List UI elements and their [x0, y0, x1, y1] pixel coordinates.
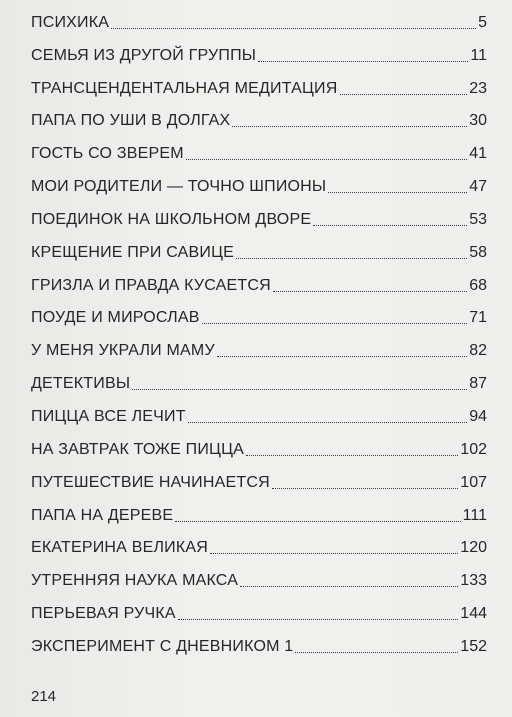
toc-entry-page: 120: [460, 539, 487, 557]
toc-entry: [31, 135, 487, 168]
toc-entry: [31, 168, 487, 201]
toc-entry: [31, 201, 487, 234]
toc-entry-title: ПИЦЦА ВСЕ ЛЕЧИТ: [31, 407, 186, 425]
toc-entry-title: ПОЕДИНОК НА ШКОЛЬНОМ ДВОРЕ: [31, 210, 312, 228]
dot-leader: [272, 487, 458, 489]
dot-leader: [258, 60, 468, 62]
dot-leader: [313, 224, 467, 226]
toc-entry-page: 87: [469, 375, 487, 393]
toc-entry-page: 144: [460, 605, 487, 623]
dot-leader: [175, 520, 460, 522]
toc-entry: [31, 628, 487, 661]
toc-entry: [31, 234, 487, 267]
toc-entry-page: 68: [469, 276, 487, 294]
toc-entry-title: ПАПА НА ДЕРЕВЕ: [31, 506, 174, 524]
toc-entry-page: 94: [469, 407, 487, 425]
toc-entry-page: 47: [469, 178, 487, 196]
toc-entry-page: 53: [469, 210, 487, 228]
dot-leader: [217, 355, 467, 357]
toc-entry: [31, 562, 487, 595]
dot-leader: [210, 552, 458, 554]
toc-entry: [31, 4, 487, 37]
toc-entry: [31, 267, 487, 300]
toc-entry-title: У МЕНЯ УКРАЛИ МАМУ: [31, 342, 215, 360]
dot-leader: [186, 158, 467, 160]
toc-entry-page: 102: [460, 440, 487, 458]
toc-entry: [31, 464, 487, 497]
toc-entry: [31, 595, 487, 628]
toc-entry: [31, 365, 487, 398]
toc-entry-title: ТРАНСЦЕНДЕНТАЛЬНАЯ МЕДИТАЦИЯ: [31, 79, 338, 97]
toc-entry-page: 111: [462, 506, 487, 524]
toc-entry-page: 23: [469, 79, 487, 97]
toc-entry-title: НА ЗАВТРАК ТОЖЕ ПИЦЦА: [31, 440, 245, 458]
dot-leader: [273, 290, 467, 292]
dot-leader: [236, 257, 467, 259]
dot-leader: [188, 421, 467, 423]
dot-leader: [340, 93, 468, 95]
dot-leader: [232, 125, 467, 127]
dot-leader: [178, 618, 459, 620]
toc-entry: [31, 103, 487, 136]
toc-entry-title: ПУТЕШЕСТВИЕ НАЧИНАЕТСЯ: [31, 473, 270, 491]
dot-leader: [240, 585, 458, 587]
dot-leader: [295, 651, 458, 653]
toc-entry-page: 152: [460, 637, 487, 655]
toc-entry-page: 71: [469, 309, 487, 327]
page-number: 214: [31, 688, 57, 705]
dot-leader: [246, 454, 458, 456]
toc-entry-page: 107: [460, 473, 487, 491]
toc-entry-title: ПАПА ПО УШИ В ДОЛГАХ: [31, 112, 231, 130]
toc-entry: [31, 431, 487, 464]
toc-entry: [31, 497, 487, 530]
toc-entry-title: ЕКАТЕРИНА ВЕЛИКАЯ: [31, 539, 208, 557]
toc-entry-title: ГРИЗЛА И ПРАВДА КУСАЕТСЯ: [31, 276, 271, 294]
toc-entry-page: 30: [469, 112, 487, 130]
toc-entry-title: ПСИХИКА: [31, 13, 110, 31]
toc-entry: [31, 70, 487, 103]
toc-entry-title: СЕМЬЯ ИЗ ДРУГОЙ ГРУППЫ: [31, 46, 257, 64]
toc-entry-title: УТРЕННЯЯ НАУКА МАКСА: [31, 572, 239, 590]
toc-entry-title: МОИ РОДИТЕЛИ — ТОЧНО ШПИОНЫ: [31, 178, 327, 196]
toc-entry: [31, 37, 487, 70]
toc-entry-title: ЭКСПЕРИМЕНТ С ДНЕВНИКОМ 1: [31, 637, 294, 655]
toc-entry-page: 58: [469, 243, 487, 261]
toc-entry: [31, 300, 487, 333]
toc-entry-title: ГОСТЬ СО ЗВЕРЕМ: [31, 145, 184, 163]
dot-leader: [328, 191, 467, 193]
toc-entry-page: 82: [469, 342, 487, 360]
dot-leader: [202, 322, 468, 324]
toc-entry-page: 133: [460, 572, 487, 590]
toc-entry-page: 41: [469, 145, 487, 163]
toc-entry-page: 11: [470, 46, 487, 64]
toc-entry-page: 5: [478, 13, 487, 31]
toc-entry-title: КРЕЩЕНИЕ ПРИ САВИЦЕ: [31, 243, 234, 261]
toc-entry: [31, 530, 487, 563]
table-of-contents: [31, 4, 487, 661]
toc-entry-title: ПОУДЕ И МИРОСЛАВ: [31, 309, 200, 327]
toc-entry: [31, 332, 487, 365]
toc-entry: [31, 398, 487, 431]
dot-leader: [111, 27, 476, 29]
toc-entry-title: ПЕРЬЕВАЯ РУЧКА: [31, 605, 176, 623]
toc-entry-title: ДЕТЕКТИВЫ: [31, 375, 131, 393]
dot-leader: [132, 388, 467, 390]
